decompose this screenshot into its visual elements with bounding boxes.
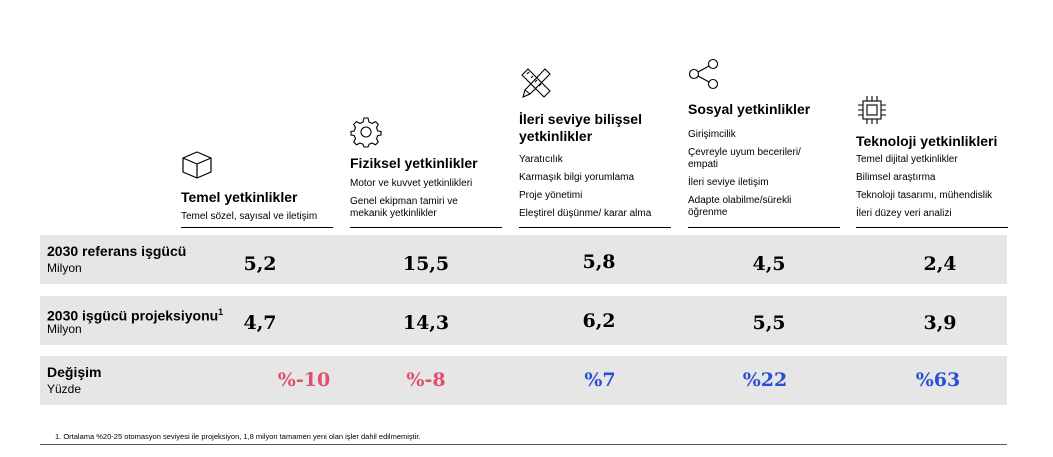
row-unit: Milyon xyxy=(47,322,82,336)
row-projeksiyon xyxy=(40,296,1007,345)
share-icon xyxy=(688,58,720,95)
divider xyxy=(181,227,333,228)
row-label: Değişim xyxy=(47,364,102,380)
value-bilissel: %7 xyxy=(584,369,616,391)
footer-divider xyxy=(40,444,1007,445)
row-label: 2030 referans işgücü xyxy=(47,243,187,259)
skill-item: İleri düzey veri analizi xyxy=(856,208,952,219)
value-temel: 4,7 xyxy=(243,312,277,334)
footnote-marker: 1 xyxy=(218,307,224,317)
divider xyxy=(856,227,1008,228)
skill-item: Temel dijital yetkinlikler xyxy=(856,154,958,165)
column-title: Fiziksel yetkinlikler xyxy=(350,155,478,171)
value-sosyal: %22 xyxy=(742,369,788,391)
divider xyxy=(688,227,840,228)
column-teknoloji xyxy=(856,0,1008,230)
skill-item: Eleştirel düşünme/ karar alma xyxy=(519,208,652,219)
skill-item: Motor ve kuvvet yetkinlikleri xyxy=(350,178,473,189)
row-referans xyxy=(40,235,1007,284)
skill-item: Karmaşık bilgi yorumlama xyxy=(519,172,635,183)
skill-item: Bilimsel araştırma xyxy=(856,172,936,183)
skill-item: Teknoloji tasarımı, mühendislik xyxy=(856,190,993,201)
chip-icon xyxy=(856,94,888,131)
row-label: 2030 işgücü projeksiyonu$^1$ xyxy=(47,307,224,324)
row-degisim xyxy=(40,356,1007,405)
divider xyxy=(350,227,502,228)
skill-item: Yaratıcılık xyxy=(519,154,563,165)
value-temel: %-10 xyxy=(277,369,331,391)
value-sosyal: 4,5 xyxy=(752,253,786,275)
value-temel: 5,2 xyxy=(243,253,277,275)
skill-item: Genel ekipman tamiri ve mekanik yetkinlikler xyxy=(350,196,458,219)
value-bilissel: 5,8 xyxy=(582,251,616,273)
column-fiziksel xyxy=(350,0,502,230)
skill-item: Proje yönetimi xyxy=(519,190,583,201)
column-bilissel xyxy=(519,0,671,230)
row-unit: Milyon xyxy=(47,261,82,275)
value-teknoloji: %63 xyxy=(915,369,961,391)
ruler-pencil-icon xyxy=(519,66,553,105)
skill-item: Girişimcilik xyxy=(688,129,736,140)
value-fiziksel: 15,5 xyxy=(402,253,450,275)
value-teknoloji: 2,4 xyxy=(923,253,957,275)
skill-item: İleri seviye iletişim xyxy=(688,177,769,188)
value-fiziksel: 14,3 xyxy=(402,312,450,334)
column-sosyal xyxy=(688,0,840,230)
column-temel xyxy=(181,0,333,230)
value-sosyal: 5,5 xyxy=(752,312,786,334)
column-title: İleri seviye bilişsel yetkinlikler xyxy=(519,111,642,144)
column-title: Sosyal yetkinlikler xyxy=(688,101,811,117)
cube-icon xyxy=(181,150,213,185)
skill-item: Temel sözel, sayısal ve iletişim xyxy=(181,211,318,222)
value-fiziksel: %-8 xyxy=(406,369,446,391)
value-bilissel: 6,2 xyxy=(582,310,616,332)
gear-icon xyxy=(350,116,382,153)
footnote: 1. Ortalama %20-25 otomasyon seviyesi ile projeksiyon, 1,8 milyon tamamen yeni olan işler dahil edilmemiştir. xyxy=(55,432,421,441)
column-title: Temel yetkinlikler xyxy=(181,189,298,205)
value-teknoloji: 3,9 xyxy=(923,312,957,334)
skill-item: Adapte olabilme/sürekli öğrenme xyxy=(688,195,792,218)
column-title: Teknoloji yetkinlikleri xyxy=(856,133,998,149)
divider xyxy=(519,227,671,228)
skill-item: Çevreyle uyum becerileri/ empati xyxy=(688,147,801,170)
row-unit: Yüzde xyxy=(47,382,82,396)
